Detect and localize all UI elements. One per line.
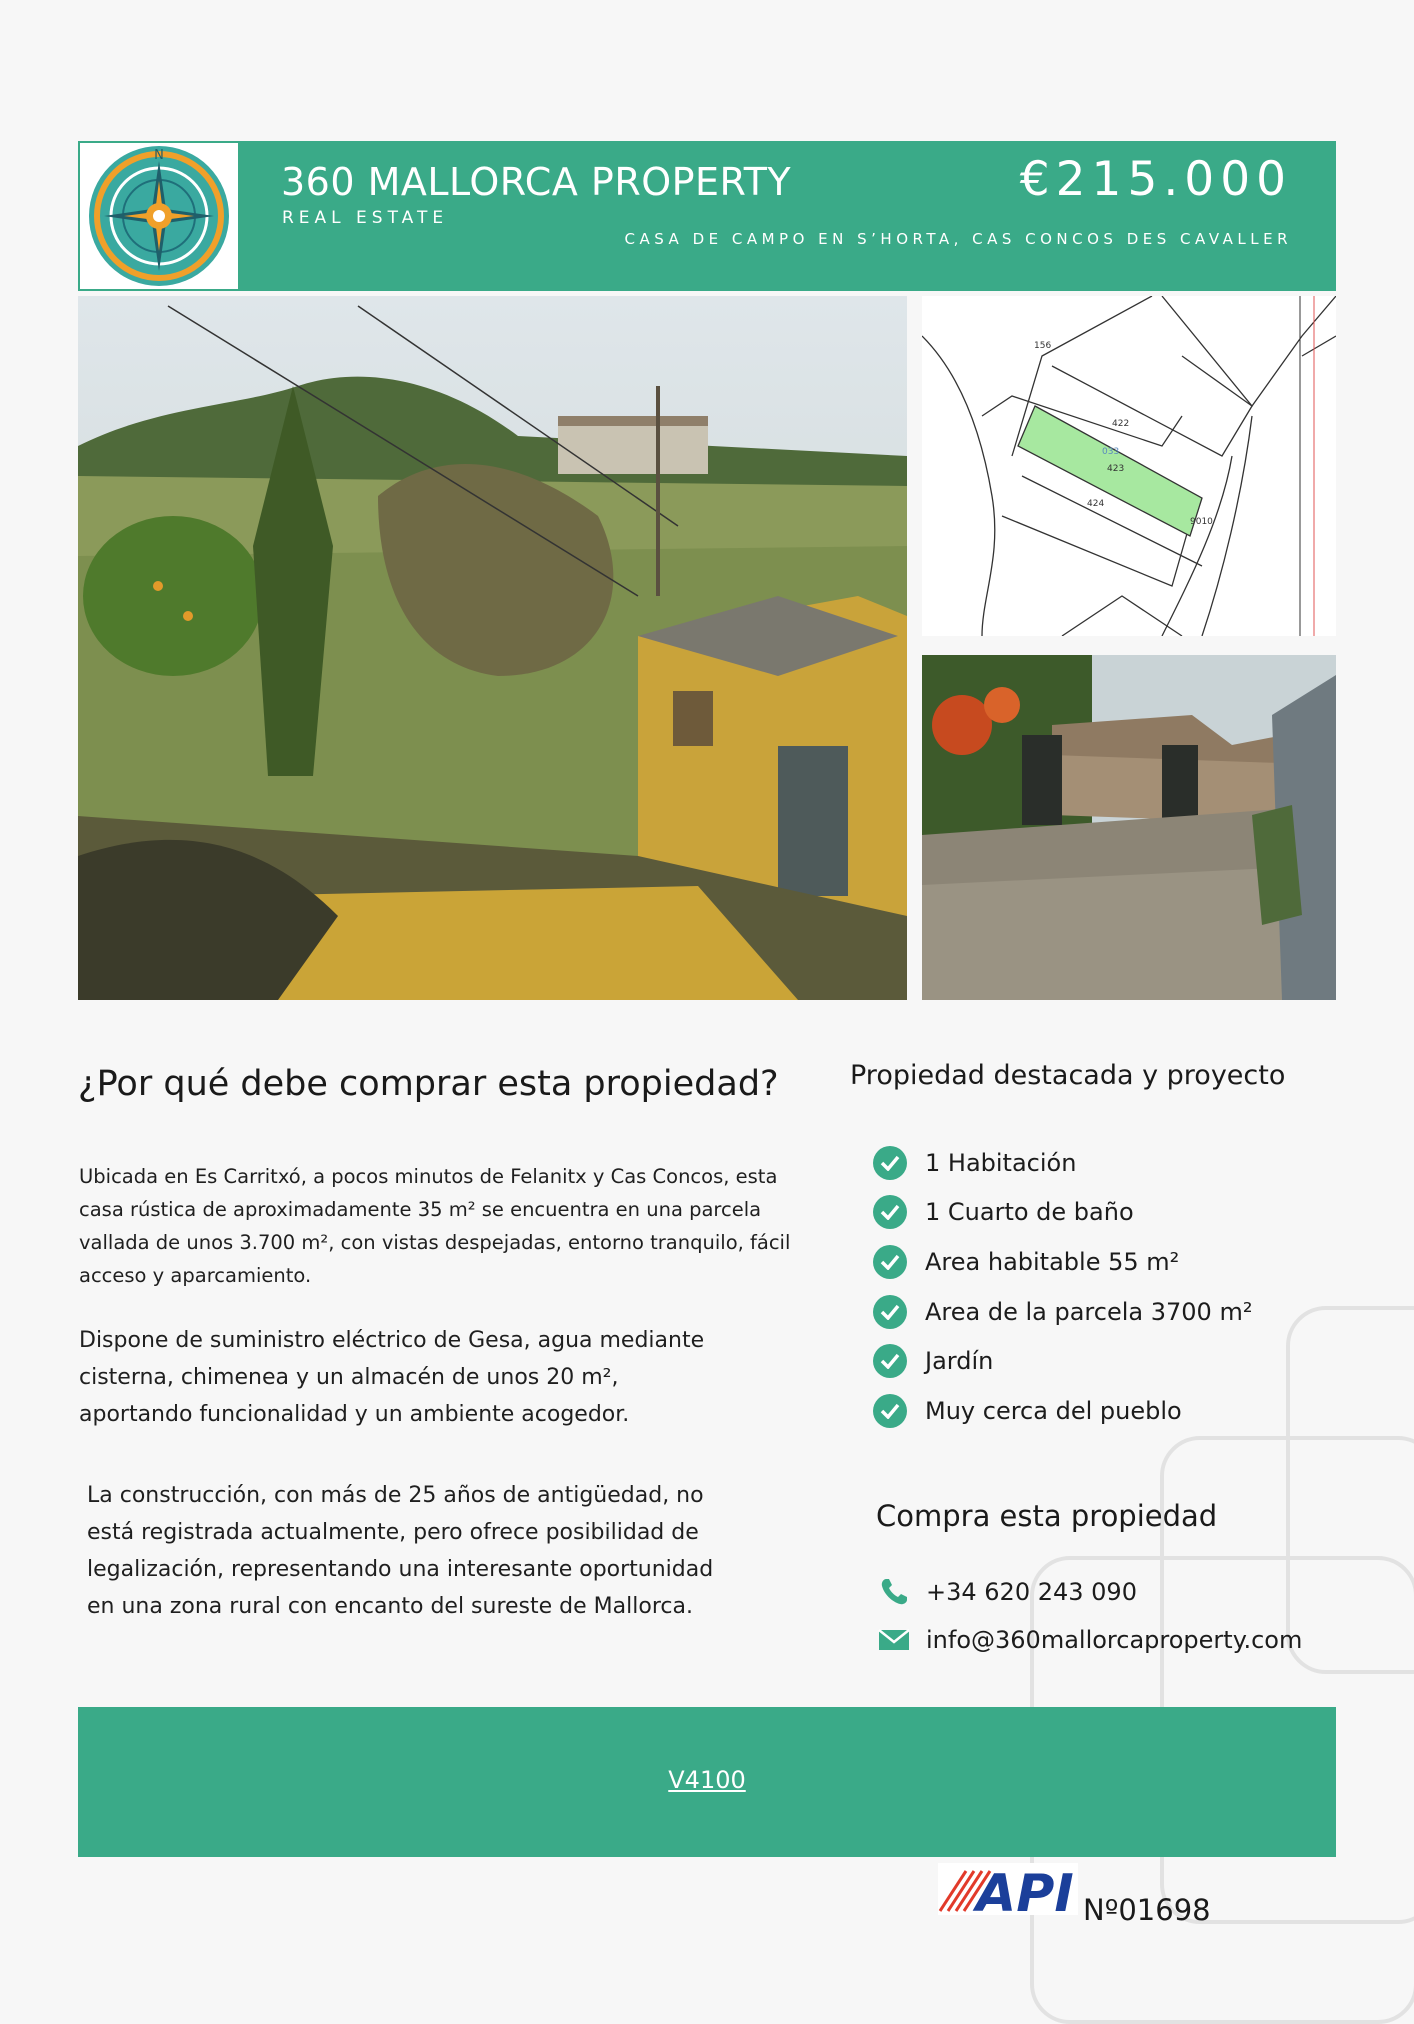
description-paragraph-1: Ubicada en Es Carritxó, a pocos minutos de Felanitx y Cas Concos, esta casa rústica de aproximadamente 35 m² se encuentra en una parcela vallada de unos 3.700 m², con vistas despejadas, entorno tranquilo, fácil acceso y aparcamiento. bbox=[79, 1165, 791, 1287]
contact-email[interactable] bbox=[878, 1626, 1302, 1654]
logo-letter: N bbox=[154, 148, 164, 163]
description-paragraph-2: Dispone de suministro eléctrico de Gesa, agua mediante cisterna, chimenea y un almacén de unos 20 m², aportando funcionalidad y un ambiente acogedor. bbox=[79, 1328, 705, 1427]
cadastral-plot-map bbox=[922, 296, 1336, 636]
feature-label: Area de la parcela 3700 m² bbox=[925, 1297, 1253, 1326]
house-exterior-photo bbox=[78, 296, 907, 1000]
check-circle-icon bbox=[873, 1195, 907, 1229]
feature-label: Jardín bbox=[925, 1347, 994, 1376]
features-title: Propiedad destacada y proyecto bbox=[850, 1060, 1286, 1091]
map-parcel-424: 424 bbox=[1087, 499, 1105, 509]
brand-subtitle: REAL ESTATE bbox=[282, 208, 449, 228]
features-list bbox=[873, 1138, 1353, 1436]
reference-link[interactable]: V4100 bbox=[668, 1766, 746, 1794]
phone-number[interactable]: +34 620 243 090 bbox=[926, 1578, 1137, 1606]
feature-item bbox=[873, 1237, 1353, 1287]
feature-label: 1 Cuarto de baño bbox=[925, 1198, 1134, 1227]
compass-logo-icon bbox=[80, 143, 238, 289]
check-circle-icon bbox=[873, 1344, 907, 1378]
feature-item bbox=[873, 1287, 1353, 1337]
map-parcel-423: 423 bbox=[1107, 464, 1125, 474]
property-subtitle: CASA DE CAMPO EN S’HORTA, CAS CONCOS DES CAVALLER bbox=[624, 230, 1292, 248]
check-circle-icon bbox=[873, 1146, 907, 1180]
description-paragraph-3: La construcción, con más de 25 años de antigüedad, no está registrada actualmente, pero ofrece posibilidad de legalización, representando una interesante oportunidad en una zona rural con encanto del sureste de Mallorca. bbox=[87, 1483, 714, 1619]
check-circle-icon bbox=[873, 1245, 907, 1279]
mail-icon bbox=[878, 1628, 910, 1652]
map-road-label: 9010 bbox=[1190, 517, 1213, 527]
property-price: €215.000 bbox=[1019, 152, 1292, 207]
feature-label: Area habitable 55 m² bbox=[925, 1247, 1180, 1276]
check-circle-icon bbox=[873, 1295, 907, 1329]
feature-label: 1 Habitación bbox=[925, 1148, 1077, 1177]
contact-phone[interactable] bbox=[878, 1576, 1137, 1608]
api-logo-text: API bbox=[976, 1864, 1074, 1915]
garden-courtyard-photo bbox=[922, 655, 1336, 1000]
feature-item bbox=[873, 1188, 1353, 1238]
map-zone-label: 033 bbox=[1102, 447, 1120, 457]
feature-item bbox=[873, 1336, 1353, 1386]
api-logo bbox=[938, 1863, 1078, 1915]
map-parcel-156: 156 bbox=[1034, 341, 1052, 351]
why-buy-title: ¿Por qué debe comprar esta propiedad? bbox=[78, 1064, 779, 1104]
logo-box bbox=[80, 143, 238, 289]
phone-icon bbox=[878, 1576, 910, 1608]
brand-title: 360 MALLORCA PROPERTY bbox=[281, 160, 792, 204]
map-parcel-422: 422 bbox=[1112, 419, 1130, 429]
feature-item bbox=[873, 1386, 1353, 1436]
api-registration-number: Nº01698 bbox=[1083, 1893, 1211, 1927]
buy-title: Compra esta propiedad bbox=[876, 1499, 1218, 1533]
check-circle-icon bbox=[873, 1394, 907, 1428]
feature-item bbox=[873, 1138, 1353, 1188]
email-address[interactable]: info@360mallorcaproperty.com bbox=[926, 1626, 1303, 1654]
feature-label: Muy cerca del pueblo bbox=[925, 1396, 1182, 1425]
